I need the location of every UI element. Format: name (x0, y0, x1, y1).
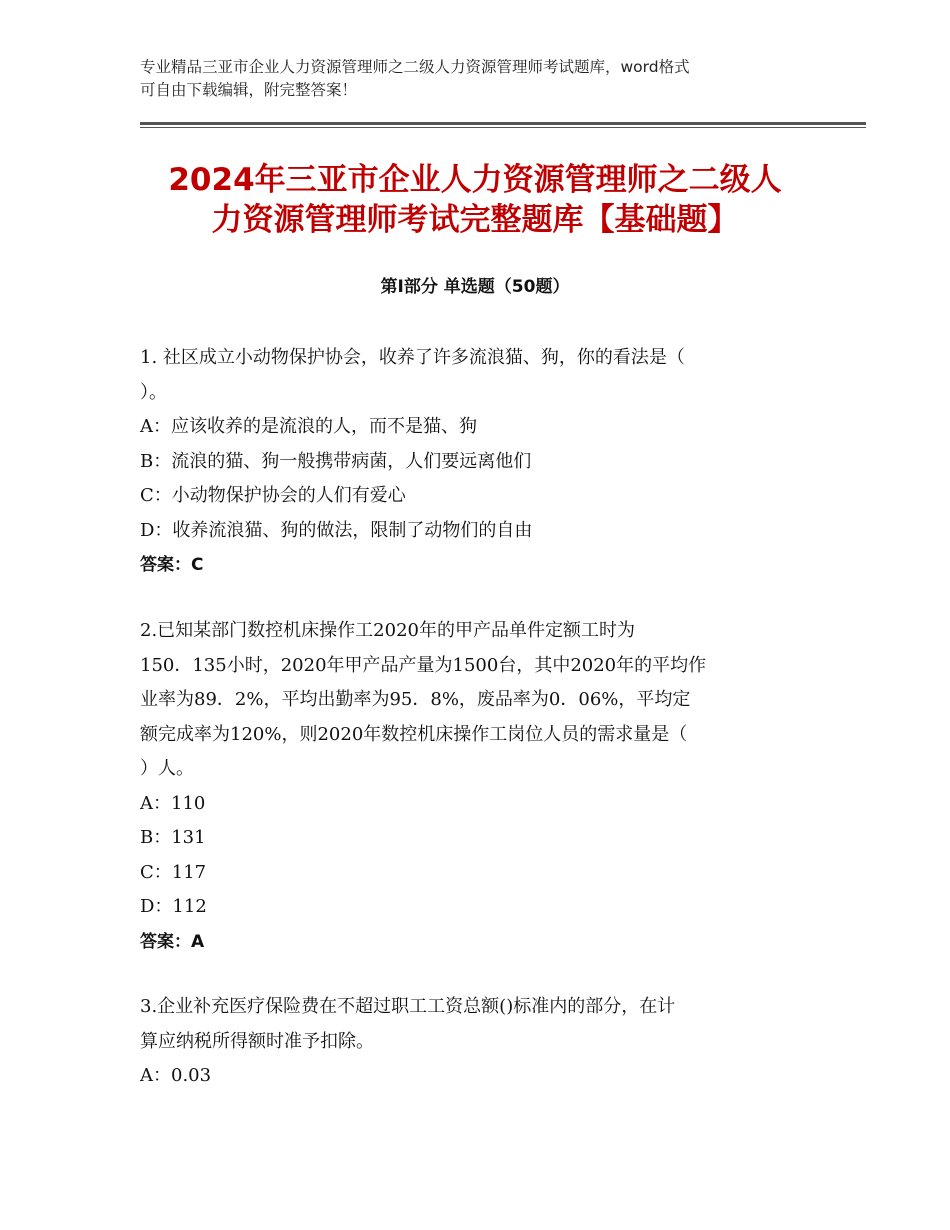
question-3 (140, 990, 805, 1094)
question-stem-line: 150．135小时，2020年甲产品产量为1500台，其中2020年的平均作 (140, 654, 707, 676)
question-1 (140, 341, 805, 583)
document-title-line-1: 2024年三亚市企业人力资源管理师之二级人 (168, 162, 782, 198)
header-divider-thin (140, 127, 866, 128)
answer: 答案：C (140, 555, 204, 575)
question-stem-line: ）人。 (140, 758, 194, 779)
option-b: B：流浪的猫、狗一般携带病菌，人们要远离他们 (140, 450, 532, 472)
question-stem-line: 业率为89．2%，平均出勤率为95．8%，废品率为0．06%，平均定 (140, 689, 691, 710)
question-stem-line: 额完成率为120%，则2020年数控机床操作工岗位人员的需求量是（ (140, 723, 688, 745)
section-title: 第Ⅰ部分 单选题（50题） (380, 277, 570, 297)
option-d: D：收养流浪猫、狗的做法，限制了动物们的自由 (140, 519, 533, 541)
document-title (110, 160, 840, 240)
question-stem-line: 3.企业补充医疗保险费在不超过职工工资总额()标准内的部分，在计 (140, 996, 676, 1017)
answer: 答案：A (140, 931, 205, 952)
header-divider-thick (140, 122, 866, 125)
question-stem-line: ）。 (140, 381, 167, 403)
option-d: D：112 (140, 896, 207, 917)
header-note (140, 56, 820, 102)
question-2 (140, 614, 805, 959)
option-c: C：117 (140, 861, 207, 883)
option-a: A：应该收养的是流浪的人，而不是猫、狗 (140, 416, 477, 437)
question-stem-line: 算应纳税所得额时准予扣除。 (140, 1030, 374, 1052)
option-c: C：小动物保护协会的人们有爱心 (140, 485, 406, 506)
option-a: A：0.03 (140, 1065, 212, 1086)
header-note-line-1: 专业精品三亚市企业人力资源管理师之二级人力资源管理师考试题库，word格式 (140, 58, 690, 76)
option-a: A：110 (140, 792, 206, 814)
header-note-line-2: 可自由下载编辑，附完整答案！ (140, 81, 358, 99)
question-stem-line: 1. 社区成立小动物保护协会，收养了许多流浪猫、狗，你的看法是（ (140, 347, 685, 368)
option-b: B：131 (140, 827, 206, 848)
question-stem-line: 2.已知某部门数控机床操作工2020年的甲产品单件定额工时为 (140, 620, 635, 641)
document-title-line-2: 力资源管理师考试完整题库【基础题】 (211, 202, 739, 238)
